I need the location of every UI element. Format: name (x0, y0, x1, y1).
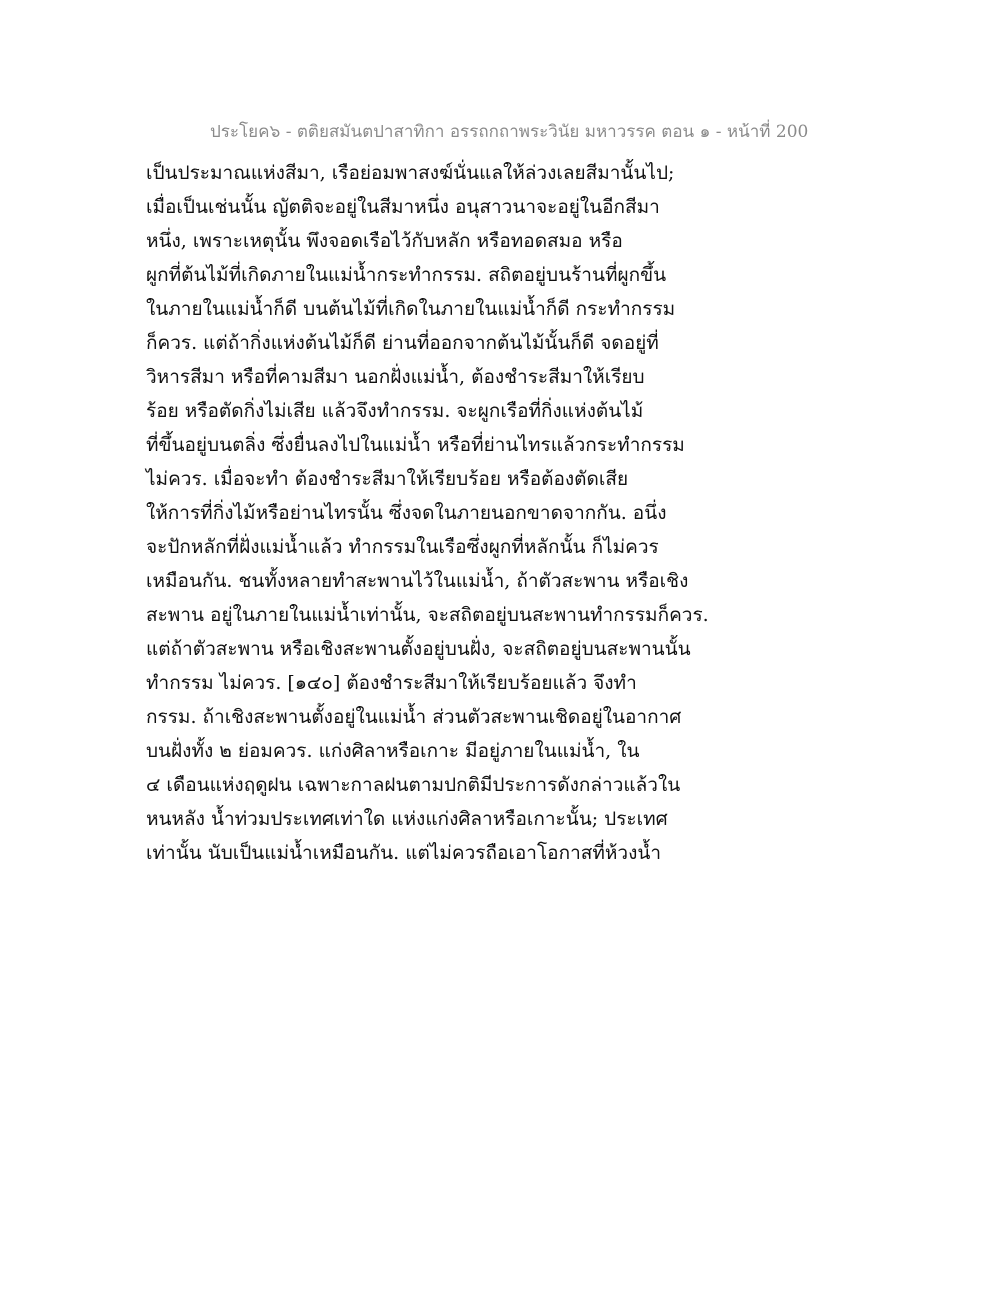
text-line: หนึ่ง, เพราะเหตุนั้น พึงจอดเรือไว้กับหลัก หรือทอดสมอ หรือ (146, 230, 623, 252)
text-line: ไม่ควร. เมื่อจะทำ ต้องชำระสีมาให้เรียบร้อย หรือต้องตัดเสีย (146, 468, 629, 490)
text-line: ในภายในแม่น้ำก็ดี บนต้นไม้ที่เกิดในภายในแม่น้ำก็ดี กระทำกรรม (146, 298, 676, 320)
text-line: เมื่อเป็นเช่นนั้น ญัตติจะอยู่ในสีมาหนึ่ง อนุสาวนาจะอยู่ในอีกสีมา (146, 196, 660, 218)
text-line: ที่ขึ้นอยู่บนตลิ่ง ซึ่งยื่นลงไปในแม่น้ำ หรือที่ย่านไทรแล้วกระทำกรรม (146, 434, 685, 456)
text-line: จะปักหลักที่ฝั่งแม่น้ำแล้ว ทำกรรมในเรือซึ่งผูกที่หลักนั้น ก็ไม่ควร (146, 536, 659, 558)
page-header: ประโยค๖ - ตติยสมันตปาสาทิกา อรรถกถาพระวินัย มหาวรรค ตอน ๑ - หน้าที่ 200 (210, 122, 809, 142)
text-line: กรรม. ถ้าเชิงสะพานตั้งอยู่ในแม่น้ำ ส่วนตัวสะพานเชิดอยู่ในอากาศ (146, 706, 682, 728)
text-line: เป็นประมาณแห่งสีมา, เรือย่อมพาสงฆ์นั่นแลให้ล่วงเลยสีมานั้นไป; (146, 162, 675, 184)
text-line: ให้การที่กิ่งไม้หรือย่านไทรนั้น ซึ่งจดในภายนอกขาดจากกัน. อนึ่ง (146, 502, 667, 524)
text-line: ทำกรรม ไม่ควร. [๑๔๐] ต้องชำระสีมาให้เรียบร้อยแล้ว จึงทำ (146, 672, 637, 694)
text-line: หนหลัง น้ำท่วมประเทศเท่าใด แห่งแก่งศิลาหรือเกาะนั้น; ประเทศ (146, 808, 668, 830)
text-line: วิหารสีมา หรือที่คามสีมา นอกฝั่งแม่น้ำ, ต้องชำระสีมาให้เรียบ (146, 366, 645, 388)
body-text (146, 156, 746, 870)
text-line: ร้อย หรือตัดกิ่งไม่เสีย แล้วจึงทำกรรม. จะผูกเรือที่กิ่งแห่งต้นไม้ (146, 400, 644, 422)
text-line: ๔ เดือนแห่งฤดูฝน เฉพาะกาลฝนตามปกติมีประการดังกล่าวแล้วใน (146, 774, 681, 796)
text-line: เหมือนกัน. ชนทั้งหลายทำสะพานไว้ในแม่น้ำ, ถ้าตัวสะพาน หรือเชิง (146, 570, 689, 592)
text-line: แต่ถ้าตัวสะพาน หรือเชิงสะพานตั้งอยู่บนฝั่ง, จะสถิตอยู่บนสะพานนั้น (146, 638, 691, 660)
text-line: บนฝั่งทั้ง ๒ ย่อมควร. แก่งศิลาหรือเกาะ มีอยู่ภายในแม่น้ำ, ใน (146, 740, 640, 762)
text-line: ก็ควร. แต่ถ้ากิ่งแห่งต้นไม้ก็ดี ย่านที่ออกจากต้นไม้นั้นก็ดี จดอยู่ที่ (146, 332, 659, 354)
text-line: สะพาน อยู่ในภายในแม่น้ำเท่านั้น, จะสถิตอยู่บนสะพานทำกรรมก็ควร. (146, 604, 709, 626)
text-line: เท่านั้น นับเป็นแม่น้ำเหมือนกัน. แต่ไม่ควรถือเอาโอกาสที่ห้วงน้ำ (146, 842, 662, 864)
text-line: ผูกที่ต้นไม้ที่เกิดภายในแม่น้ำกระทำกรรม. สถิตอยู่บนร้านที่ผูกขึ้น (146, 264, 667, 286)
